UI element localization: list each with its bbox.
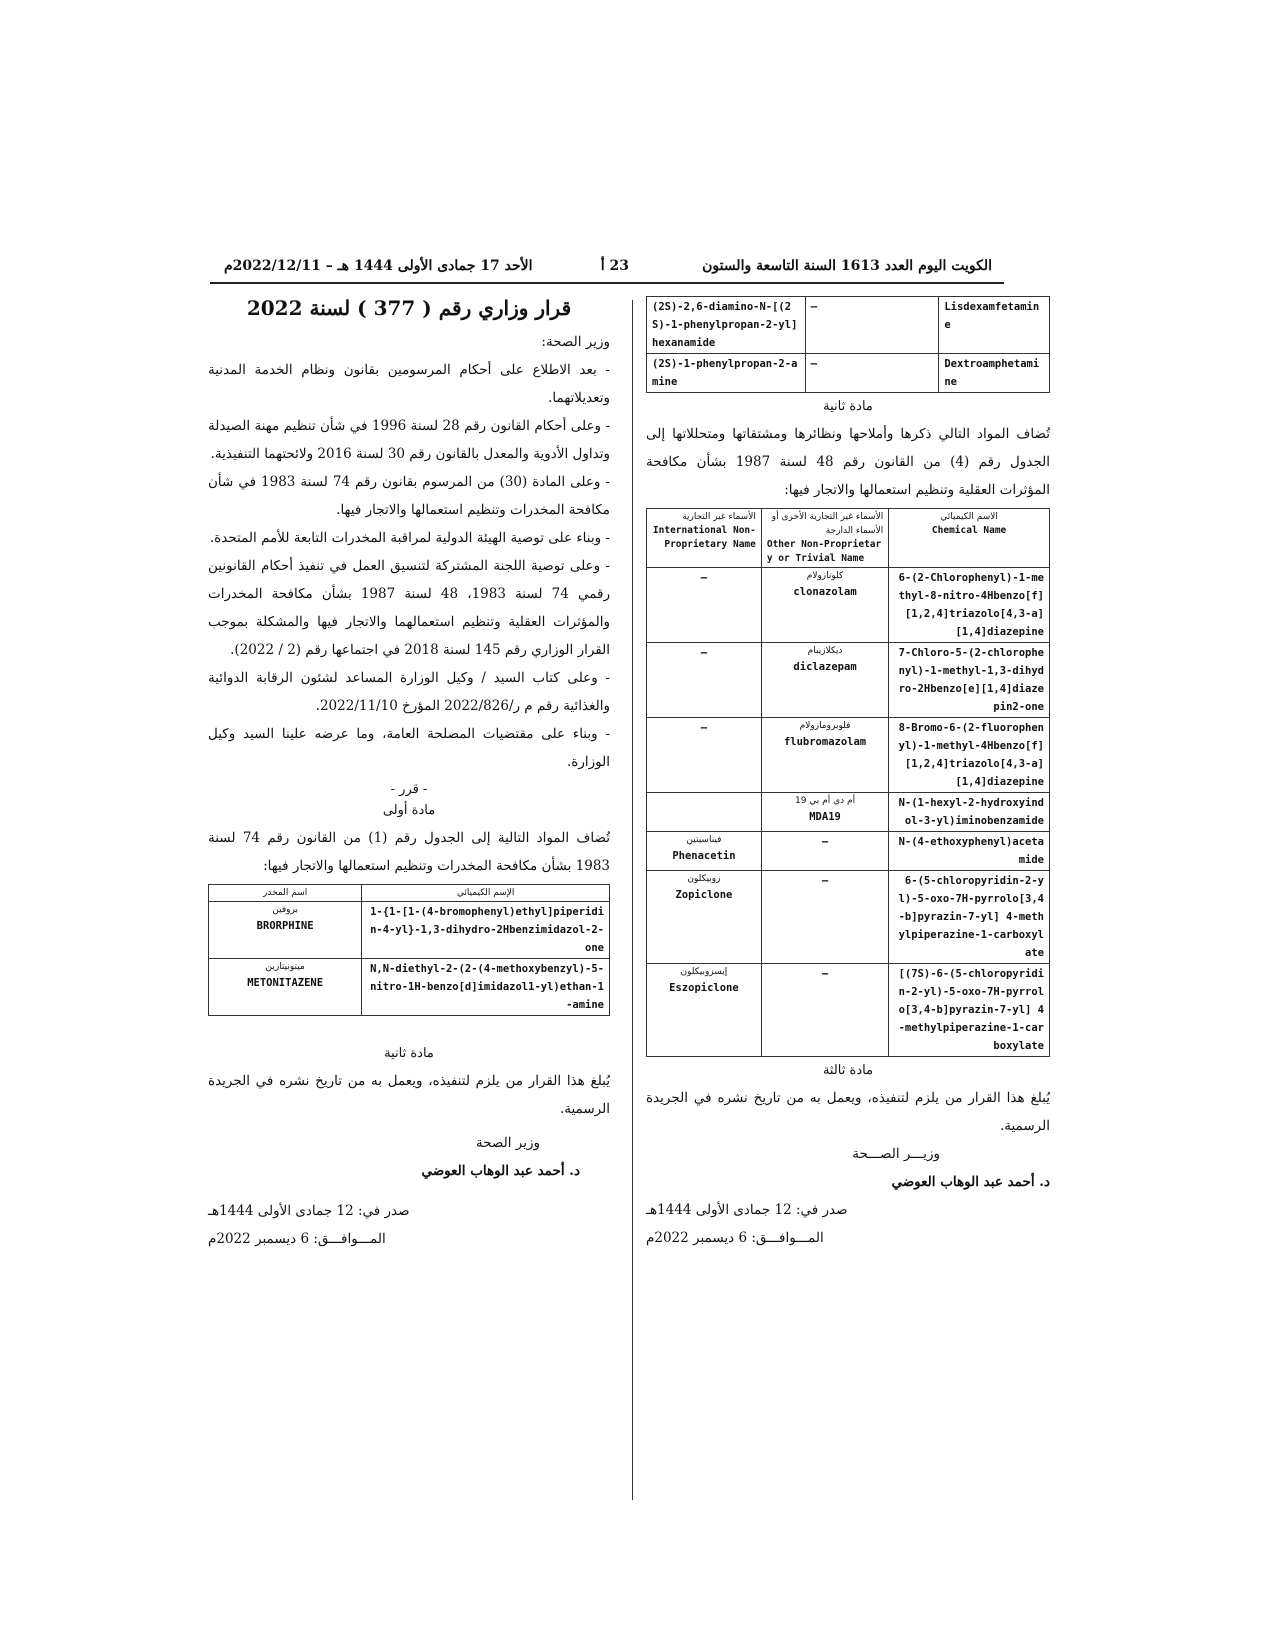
- inn-name: –: [647, 568, 762, 643]
- other-name: كلونازولام clonazolam: [761, 568, 888, 643]
- minister-title: وزير الصحة: [475, 1135, 540, 1151]
- article-heading: مادة أولى: [382, 803, 436, 818]
- preamble-paragraph: - وعلى كتاب السيد / وكيل الوزارة المساعد لشئون الرقابة الدوائية والغذائية رقم م ر/2022/826 المؤرخ 2022/11/10.: [208, 670, 610, 714]
- article-text: تُضاف المواد التالي ذكرها وأملاحها ونظائرها ومشتقاتها ومتحللاتها إلى الجدول رقم (4) من القانون رقم 48 لسنة 1987 بشأن مكافحة المؤثرات العقلية وتنظيم استعمالها والاتجار فيها:: [646, 426, 1050, 498]
- preamble-paragraph: - وعلى أحكام القانون رقم 28 لسنة 1996 في شأن تنظيم مهنة الصيدلة وتداول الأدوية والمعدل بالقانون رقم 30 لسنة 2016 ولائحتهما التنفيذية.: [208, 418, 611, 462]
- inn-name: فيناسيتين Phenacetin: [647, 832, 762, 871]
- article-text: يُبلغ هذا القرار من يلزم لتنفيذه، ويعمل به من تاريخ نشره في الجريدة الرسمية.: [208, 1073, 610, 1117]
- chemical-name: N-(1-hexyl-2-hydroxyindol-3-yl)iminobenzamide: [889, 793, 1050, 832]
- issue-date: صدر في: 12 جمادى الأولى 1444هـ: [208, 1203, 410, 1219]
- preamble-paragraph: - وبناء على مقتضيات المصلحة العامة، وما عرضه علينا السيد وكيل الوزارة.: [208, 726, 610, 770]
- inn-name: إيسزوبيكلون Eszopiclone: [647, 964, 762, 1057]
- inn-name: –: [647, 718, 762, 793]
- table-continued: [646, 296, 1050, 393]
- column-divider: [632, 300, 633, 1500]
- drug-name: Dextroamphetamine: [939, 354, 1050, 393]
- table-row: [647, 793, 1050, 832]
- substances-table: [646, 508, 1050, 1057]
- other-name: –: [805, 297, 939, 354]
- table-row: [647, 643, 1050, 718]
- article-text: يُبلغ هذا القرار من يلزم لتنفيذه، ويعمل به من تاريخ نشره في الجريدة الرسمية.: [646, 1090, 1050, 1134]
- drug-name: Lisdexamfetamine: [939, 297, 1050, 354]
- article-text: تُضاف المواد التالية إلى الجدول رقم (1) من القانون رقم 74 لسنة 1983 بشأن مكافحة المخدرات وتنظيم استعمالها والاتجار فيها:: [208, 830, 610, 874]
- chemical-name: N,N-diethyl-2-(2-(4-methoxybenzyl)-5-nitro-1H-benzo[d]imidazol1-yl)ethan-1-amine: [362, 959, 610, 1016]
- other-name: –: [805, 354, 939, 393]
- preamble-paragraph: - وبناء على توصية الهيئة الدولية لمراقبة المخدرات التابعة للأمم المتحدة.: [209, 530, 610, 546]
- chemical-name: 6-(2-Chlorophenyl)-1-methyl-8-nitro-4Hbenzo[f][1,2,4]triazolo[4,3-a][1,4]diazepine: [889, 568, 1050, 643]
- preamble-paragraph: - بعد الاطلاع على أحكام المرسومين بقانون ونظام الخدمة المدنية وتعديلاتهما.: [208, 362, 610, 406]
- chemical-name: 8-Bromo-6-(2-fluorophenyl)-1-methyl-4Hbenzo[f][1,2,4]triazolo[4,3-a][1,4]diazepine: [889, 718, 1050, 793]
- other-name: ديكلازيبام diclazepam: [761, 643, 888, 718]
- header-inn: الأسماء غير التجارية International Non-Proprietary Name: [647, 509, 762, 568]
- inn-name: [647, 793, 762, 832]
- chemical-name: N-(4-ethoxyphenyl)acetamide: [889, 832, 1050, 871]
- chemical-name: (2S)-2,6-diamino-N-[(2S)-1-phenylpropan-2-yl]hexanamide: [647, 297, 806, 354]
- minister-name: د. أحمد عبد الوهاب العوضي: [891, 1174, 1050, 1190]
- decree-title: قرار وزاري رقم ( 377 ) لسنة 2022: [246, 296, 572, 320]
- other-name: –: [761, 964, 888, 1057]
- corresponding-date: المـــوافـــق: 6 ديسمبر 2022م: [646, 1230, 824, 1246]
- header-other: الأسماء غير التجارية الأخرى أو الأسماء الدارجة Other Non-Proprietary or Trivial Name: [761, 509, 888, 568]
- table-header-row: [647, 509, 1050, 568]
- narcotics-table: [208, 884, 610, 1016]
- table-header-row: [209, 885, 610, 902]
- chemical-name: 6-(5-chloropyridin-2-yl)-5-oxo-7H-pyrrolo[3,4-b]pyrazin-7-yl] 4-methylpiperazine-1-carboxylate: [889, 871, 1050, 964]
- minister-heading: وزير الصحة:: [541, 334, 610, 350]
- article-heading: مادة ثانية: [823, 399, 873, 414]
- issue-date: صدر في: 12 جمادى الأولى 1444هـ: [646, 1202, 848, 1218]
- table-row: [647, 871, 1050, 964]
- decision-heading: - قرر -: [390, 782, 428, 797]
- header-issue: الكويت اليوم العدد 1613 السنة التاسعة والستون: [702, 258, 992, 274]
- inn-name: زوبيكلون Zopiclone: [647, 871, 762, 964]
- right-column: [646, 296, 1050, 1252]
- preamble-paragraph: - وعلى توصية اللجنة المشتركة لتنسيق العمل في تنفيذ أحكام القانونين رقمي 74 لسنة 1983، 48 لسنة 1987 بشأن مكافحة المخدرات والمؤثرات العقلية وتنظيم استعمالهما والاتجار فيها والمشكلة بموجب القرار الوزاري رقم 145 لسنة 2018 في اجتماعها رقم (2 / 2022).: [208, 558, 611, 658]
- other-name: –: [761, 871, 888, 964]
- header-chemical: الاسم الكيميائي Chemical Name: [889, 509, 1050, 568]
- table-row: [647, 964, 1050, 1057]
- chemical-name: (2S)-1-phenylpropan-2-amine: [647, 354, 806, 393]
- table-row: [647, 832, 1050, 871]
- header-drug: اسم المخدر: [209, 885, 362, 902]
- chemical-name: [(7S)-6-(5-chloropyridin-2-yl)-5-oxo-7H-pyrrolo[3,4-b]pyrazin-7-yl] 4-methylpiperazine-1-carboxylate: [889, 964, 1050, 1057]
- article-heading: مادة ثانية: [384, 1046, 434, 1061]
- corresponding-date: المـــوافـــق: 6 ديسمبر 2022م: [208, 1231, 386, 1247]
- header-page-number: 23 أ: [600, 258, 629, 274]
- chemical-name: 1-{1-[1-(4-bromophenyl)ethyl]piperidin-4-yl}-1,3-dihydro-2Hbenzimidazol-2-one: [362, 902, 610, 959]
- table-row: [647, 354, 1050, 393]
- left-column: [208, 296, 610, 1253]
- other-name: فلوبرومازولام flubromazolam: [761, 718, 888, 793]
- preamble-paragraph: - وعلى المادة (30) من المرسوم بقانون رقم 74 لسنة 1983 في شأن مكافحة المخدرات وتنظيم استعمالها والاتجار فيها.: [208, 474, 610, 518]
- drug-name: بروفين BRORPHINE: [209, 902, 362, 959]
- inn-name: –: [647, 643, 762, 718]
- table-row: [647, 568, 1050, 643]
- minister-title: وزيـــر الصـــحة: [852, 1146, 940, 1162]
- table-row: [209, 959, 610, 1016]
- article-heading: مادة ثالثة: [822, 1063, 874, 1078]
- page-header: [210, 256, 1004, 284]
- other-name: –: [761, 832, 888, 871]
- minister-name: د. أحمد عبد الوهاب العوضي: [421, 1163, 580, 1179]
- header-date: الأحد 17 جمادى الأولى 1444 هـ – 2022/12/11م: [224, 258, 533, 274]
- table-row: [209, 902, 610, 959]
- other-name: أم دي أم بي 19 MDA19: [761, 793, 888, 832]
- table-row: [647, 297, 1050, 354]
- header-chemical: الإسم الكيميائي: [362, 885, 610, 902]
- drug-name: ميتونيتازين METONITAZENE: [209, 959, 362, 1016]
- chemical-name: 7-Chloro-5-(2-chlorophenyl)-1-methyl-1,3-dihydro-2Hbenzo[e][1,4]diazepin2-one: [889, 643, 1050, 718]
- table-row: [647, 718, 1050, 793]
